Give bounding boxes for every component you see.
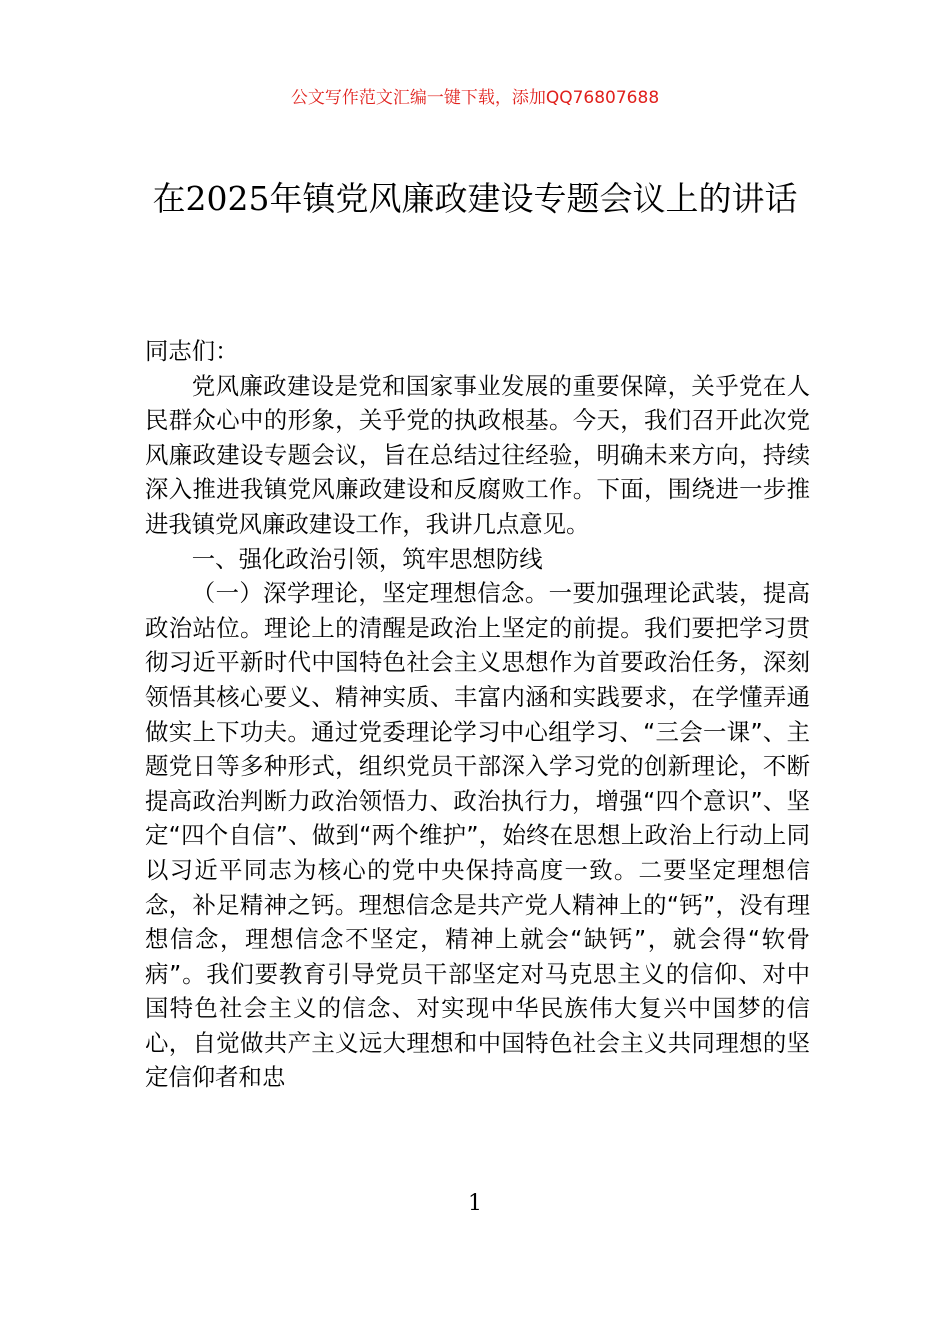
- document-body: [145, 334, 810, 1095]
- document-title: 在2025年镇党风廉政建设专题会议上的讲话: [152, 179, 798, 218]
- header-watermark: 公文写作范文汇编一键下载，添加QQ76807688: [290, 88, 660, 108]
- page-number: 1: [468, 1191, 482, 1216]
- section-heading: 一、强化政治引领，筑牢思想防线: [191, 544, 543, 573]
- salutation: 同志们：: [145, 337, 239, 365]
- intro-paragraph: 党风廉政建设是党和国家事业发展的重要保障，关乎党在人民群众心中的形象，关乎党的执政根基。今天，我们召开此次党风廉政建设专题会议，旨在总结过往经验，明确未来方向，持续深入推进我镇党风廉政建设和反腐败工作。下面，围绕进一步推进我镇党风廉政建设工作，我讲几点意见。: [145, 371, 810, 538]
- subsection-paragraph: （一）深学理论，坚定理想信念。一要加强理论武装，提高政治站位。理论上的清醒是政治上坚定的前提。我们要把学习贯彻习近平新时代中国特色社会主义思想作为首要政治任务，深刻领悟其核心要义、精神实质、丰富内涵和实践要求，在学懂弄通做实上下功夫。通过党委理论学习中心组学习、“三会一课”、主题党日等多种形式，组织党员干部深入学习党的创新理论，不断提高政治判断力政治领悟力、政治执行力，增强“四个意识”、坚定“四个自信”、做到“两个维护”，始终在思想上政治上行动上同以习近平同志为核心的党中央保持高度一致。二要坚定理想信念，补足精神之钙。理想信念是共产党人精神上的“钙”，没有理想信念，理想信念不坚定，精神上就会“缺钙”，就会得“软骨病”。我们要教育引导党员干部坚定对马克思主义的信仰、对中国特色社会主义的信念、对实现中华民族伟大复兴中国梦的信心，自觉做共产主义远大理想和中国特色社会主义共同理想的坚定信仰者和忠: [145, 579, 810, 1092]
